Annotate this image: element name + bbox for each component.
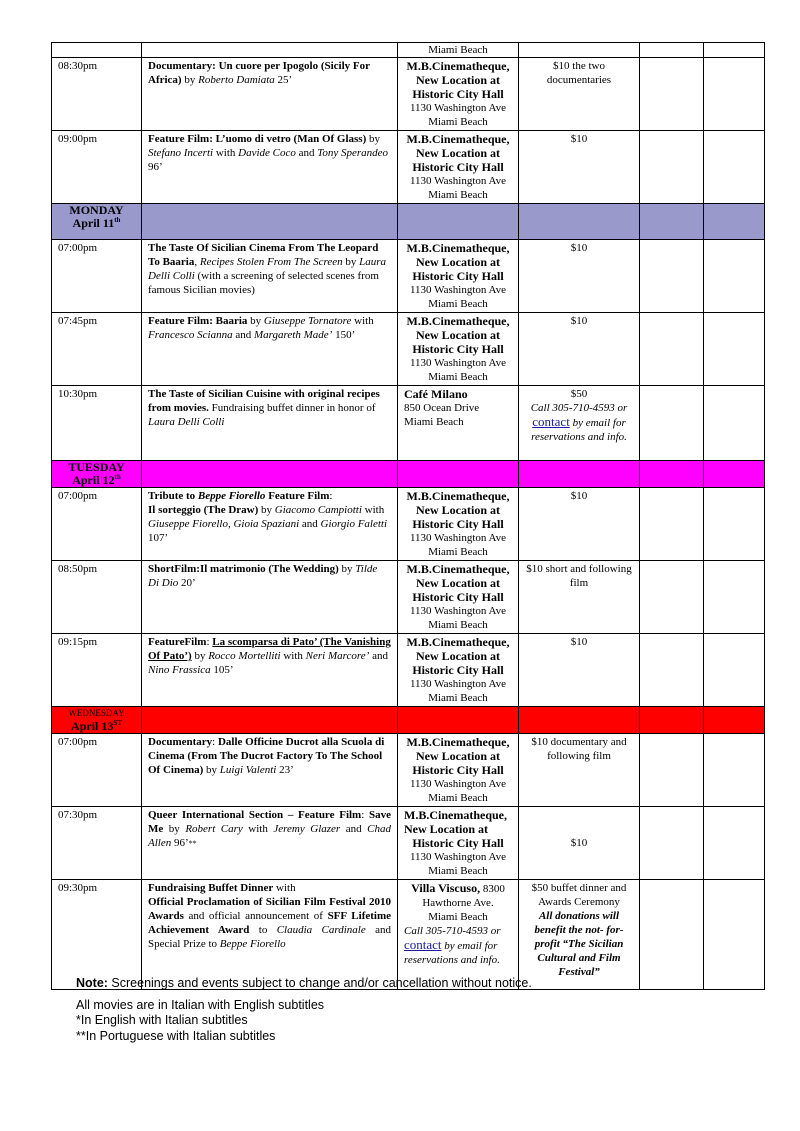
- event-title: Feature Film: Baaria: [148, 315, 248, 327]
- event-cast: Giorgio Faletti: [320, 518, 388, 530]
- empty-cell: [640, 734, 704, 807]
- venue-city: Miami Beach: [404, 416, 464, 428]
- event-title: Tribute to: [148, 490, 198, 502]
- event-text: by: [247, 315, 264, 327]
- venue-address: 8300 Hawthorne Ave.: [422, 883, 505, 909]
- event-director: Tilde Di Dio: [148, 563, 378, 589]
- event-title: Dalle Officine Ducrot alla Scuola di Cinema (From The Ducrot Factory To The School Of Cinema): [148, 736, 385, 776]
- event-text: :: [329, 490, 333, 502]
- event-text: by: [366, 133, 380, 145]
- empty-cell: [640, 807, 704, 880]
- event-honoree: Claudia Cardinale: [276, 924, 366, 936]
- notes-section: [76, 976, 766, 1044]
- venue-address: 850 Ocean Drive: [404, 402, 480, 414]
- venue-city: Miami Beach: [428, 189, 488, 201]
- venue-line: [404, 881, 512, 910]
- time-cell: [52, 43, 142, 58]
- empty-cell: [704, 707, 765, 734]
- venue-address: 1130 Washington Ave: [409, 851, 507, 863]
- event-cast: Francesco Scianna: [148, 329, 233, 341]
- subtitle-marker: **: [188, 839, 197, 848]
- empty-cell: [640, 488, 704, 561]
- empty-cell: [704, 488, 765, 561]
- event-text: by: [342, 256, 360, 268]
- venue-name: New Location at: [416, 576, 500, 590]
- venue-address: 1130 Washington Ave: [409, 102, 507, 114]
- event-director: Rocco Mortelliti: [208, 650, 281, 662]
- event-duration: 25’: [274, 74, 293, 86]
- disclaimer: [76, 976, 766, 992]
- table-row: [52, 488, 765, 561]
- day-date-text: April 11: [72, 216, 115, 230]
- empty-cell: [142, 707, 398, 734]
- event-text: with: [273, 882, 296, 894]
- time-cell: 07:00pm: [52, 240, 142, 313]
- event-text: with: [351, 315, 374, 327]
- venue-name: New Location at: [416, 255, 500, 269]
- table-row: [52, 880, 765, 990]
- event-cast: Margareth Made’: [254, 329, 333, 341]
- price-cell: $10 the two documentaries: [519, 58, 640, 131]
- event-text: and: [369, 650, 388, 662]
- empty-cell: [704, 386, 765, 461]
- empty-cell: [640, 131, 704, 204]
- day-date-suffix: th: [114, 473, 121, 481]
- event-cast: Davide Coco: [238, 147, 296, 159]
- venue-name: New Location at: [416, 503, 500, 517]
- venue-name: M.B.Cinematheque,: [406, 132, 510, 146]
- event-award: SFF Lifetime Achievement Award: [148, 910, 392, 936]
- venue-name: Historic City Hall: [412, 269, 504, 283]
- event-title: The Taste Of Sicilian Cinema From The Leopard To Baaria: [148, 242, 379, 268]
- empty-cell: [640, 461, 704, 488]
- table-row: [52, 734, 765, 807]
- venue-name: Historic City Hall: [412, 836, 504, 850]
- reservation-phone: Call 305-710-4593 or: [530, 402, 628, 414]
- price-cell: $10: [519, 488, 640, 561]
- venue-name: M.B.Cinematheque,: [406, 489, 510, 503]
- event-title: Fundraising Buffet Dinner: [148, 882, 274, 894]
- empty-cell: [519, 204, 640, 240]
- event-director: Giacomo Campiotti: [274, 504, 362, 516]
- empty-cell: [704, 43, 765, 58]
- venue-city: Miami Beach: [428, 44, 488, 56]
- event-duration: 96’: [171, 837, 189, 849]
- venue-name: Historic City Hall: [412, 590, 504, 604]
- reservation-text: by email for reservations and info.: [404, 940, 500, 966]
- empty-cell: [640, 634, 704, 707]
- day-header-wednesday: [52, 707, 765, 734]
- empty-cell: [704, 240, 765, 313]
- event-cell: [142, 43, 398, 58]
- venue-cell: [398, 58, 519, 131]
- price-cell: $10: [519, 131, 640, 204]
- venue-city: Miami Beach: [428, 371, 488, 383]
- venue-address: 1130 Washington Ave: [409, 605, 507, 617]
- event-cell: [142, 634, 398, 707]
- empty-cell: [519, 707, 640, 734]
- event-duration: 20’: [178, 577, 196, 589]
- table-row: [52, 807, 765, 880]
- empty-cell: [142, 204, 398, 240]
- contact-link[interactable]: contact: [404, 937, 442, 952]
- subtitle-note: *In English with Italian subtitles: [76, 1013, 248, 1027]
- price-value: $50 buffet dinner and Awards Ceremony: [531, 882, 627, 908]
- event-cast: Chad Allen: [148, 823, 391, 849]
- venue-cell: [398, 131, 519, 204]
- venue-name: Historic City Hall: [412, 517, 504, 531]
- day-name: MONDAY: [69, 203, 124, 217]
- event-title: Feature Film: L’uomo di vetro (Man Of Glass): [148, 133, 367, 145]
- venue-cell: [398, 634, 519, 707]
- event-duration: 96’: [148, 161, 163, 173]
- empty-cell: [704, 880, 765, 990]
- venue-cell: [398, 734, 519, 807]
- event-title: Official Proclamation of Sicilian Film Festival 2010 Awards: [148, 896, 391, 922]
- empty-cell: [640, 204, 704, 240]
- event-text: to: [249, 924, 277, 936]
- empty-cell: [640, 58, 704, 131]
- venue-name: New Location at: [416, 328, 500, 342]
- venue-name: Historic City Hall: [412, 663, 504, 677]
- event-title: Save Me: [148, 809, 391, 835]
- price-value: $10: [570, 837, 588, 849]
- event-cell: [142, 880, 398, 990]
- venue-address: 1130 Washington Ave: [409, 284, 507, 296]
- price-cell: [519, 43, 640, 58]
- event-text: and official announcement of: [183, 910, 328, 922]
- venue-city: Miami Beach: [428, 116, 488, 128]
- venue-name: Historic City Hall: [412, 342, 504, 356]
- event-text: and: [232, 329, 255, 341]
- venue-city: Miami Beach: [428, 619, 488, 631]
- event-title: Il sorteggio (The Draw): [148, 504, 259, 516]
- venue-name: M.B.Cinematheque,: [406, 735, 510, 749]
- venue-city: Miami Beach: [428, 546, 488, 558]
- time-cell: 09:30pm: [52, 880, 142, 990]
- empty-cell: [704, 204, 765, 240]
- empty-cell: [704, 807, 765, 880]
- event-text: (with a screening of selected scenes from famous Sicilian movies): [148, 270, 379, 296]
- event-text: :: [212, 736, 218, 748]
- event-title: : Un cuore per Ipogolo (Sicily For Africa): [148, 60, 370, 86]
- event-author: Laura Delli Colli: [148, 256, 387, 282]
- event-text: with: [280, 650, 306, 662]
- event-cell: [142, 58, 398, 131]
- time-cell: 09:00pm: [52, 131, 142, 204]
- event-cell: [142, 131, 398, 204]
- venue-name: New Location at: [416, 649, 500, 663]
- schedule-table: [51, 42, 765, 990]
- time-cell: 07:00pm: [52, 734, 142, 807]
- venue-name: Historic City Hall: [412, 160, 504, 174]
- day-label: [52, 707, 142, 734]
- table-row: [52, 634, 765, 707]
- venue-city: Miami Beach: [428, 865, 488, 877]
- event-duration: 150’: [332, 329, 356, 341]
- event-text: and: [299, 518, 321, 530]
- event-text: Fundraising buffet dinner in honor of: [208, 402, 376, 414]
- event-text: :: [206, 636, 213, 648]
- day-date-text: April 12: [72, 473, 115, 487]
- day-date: [52, 474, 141, 487]
- event-type: Documentary: [148, 736, 213, 748]
- price-cell: [519, 807, 640, 880]
- event-section: Queer International Section – Feature Film: [148, 809, 362, 821]
- event-director: Roberto Damiata: [198, 74, 275, 86]
- empty-cell: [704, 461, 765, 488]
- event-cell: [142, 561, 398, 634]
- event-text: by: [203, 764, 220, 776]
- venue-name: Historic City Hall: [412, 763, 504, 777]
- day-date: [52, 217, 141, 230]
- event-cell: [142, 488, 398, 561]
- price-cell: $10: [519, 634, 640, 707]
- empty-cell: [640, 313, 704, 386]
- day-label: [52, 461, 142, 488]
- empty-cell: [142, 461, 398, 488]
- venue-name: Historic City Hall: [412, 87, 504, 101]
- empty-cell: [640, 880, 704, 990]
- event-cast: Giuseppe Fiorello, Gioia Spaziani: [148, 518, 300, 530]
- event-text: by: [181, 74, 199, 86]
- empty-cell: [640, 43, 704, 58]
- price-cell: $10 short and following film: [519, 561, 640, 634]
- day-header-monday: [52, 204, 765, 240]
- day-name: WEDNESDAY: [68, 708, 125, 718]
- price-cell: $10 documentary and following film: [519, 734, 640, 807]
- venue-name: M.B.Cinematheque,: [406, 59, 510, 73]
- day-date-suffix: ST: [113, 719, 122, 727]
- event-duration: 23’: [276, 764, 294, 776]
- venue-cell: [398, 488, 519, 561]
- event-text: by: [338, 563, 356, 575]
- event-text: with: [361, 504, 385, 516]
- venue-cell: [398, 807, 519, 880]
- day-header-tuesday: [52, 461, 765, 488]
- day-date-suffix: th: [114, 216, 121, 224]
- event-duration: 105’: [210, 664, 234, 676]
- venue-cell: [398, 880, 519, 990]
- venue-address: 1130 Washington Ave: [409, 532, 507, 544]
- empty-cell: [398, 707, 519, 734]
- subtitle-note: **In Portuguese with Italian subtitles: [76, 1028, 276, 1043]
- empty-cell: [398, 461, 519, 488]
- event-title: La scomparsa di Pato’ (The Vanishing Of Pato’): [148, 636, 391, 662]
- event-text: by: [191, 650, 209, 662]
- empty-cell: [519, 461, 640, 488]
- venue-cell: [398, 561, 519, 634]
- event-cell: [142, 386, 398, 461]
- event-text: and Special Prize to: [148, 924, 391, 950]
- venue-cell: [398, 43, 519, 58]
- event-title: ShortFilm:Il matrimonio (The Wedding): [148, 563, 339, 575]
- event-honoree: Beppe Fiorello: [197, 490, 266, 502]
- venue-city: Miami Beach: [428, 692, 488, 704]
- venue-address: 1130 Washington Ave: [409, 175, 507, 187]
- venue-address: 1130 Washington Ave: [409, 678, 507, 690]
- event-text: with: [213, 147, 239, 159]
- day-date: [52, 720, 141, 733]
- time-cell: 10:30pm: [52, 386, 142, 461]
- event-text: and: [295, 147, 318, 159]
- empty-cell: [704, 131, 765, 204]
- table-row: [52, 240, 765, 313]
- event-cell: [142, 240, 398, 313]
- table-row: [52, 43, 765, 58]
- empty-cell: [640, 707, 704, 734]
- table-row: [52, 58, 765, 131]
- reservation-text: by email for reservations and info.: [531, 417, 627, 443]
- day-label: [52, 204, 142, 240]
- venue-city: Miami Beach: [428, 792, 488, 804]
- table-row: [52, 131, 765, 204]
- venue-city: Miami Beach: [428, 298, 488, 310]
- venue-name: M.B.Cinematheque,: [406, 562, 510, 576]
- time-cell: 08:30pm: [52, 58, 142, 131]
- event-cast: Neri Marcore’: [305, 650, 370, 662]
- time-cell: 07:00pm: [52, 488, 142, 561]
- event-subtitle: Recipes Stolen From The Screen: [199, 256, 343, 268]
- event-honoree: Laura Delli Colli: [148, 416, 225, 428]
- event-cast: Nino Frassica: [148, 664, 211, 676]
- price-value: $50: [570, 388, 588, 400]
- venue-name: M.B.Cinematheque,: [406, 314, 510, 328]
- event-text: :: [361, 809, 369, 821]
- event-text: ,: [194, 256, 200, 268]
- price-cell: $10: [519, 240, 640, 313]
- venue-name: M.B.Cinematheque,: [406, 241, 510, 255]
- venue-name: M.B.Cinematheque,: [406, 635, 510, 649]
- time-cell: 07:45pm: [52, 313, 142, 386]
- contact-link[interactable]: contact: [532, 414, 570, 429]
- event-director: Giuseppe Tornatore: [263, 315, 352, 327]
- event-cast: Jeremy Glazer: [273, 823, 341, 835]
- venue-address: 1130 Washington Ave: [409, 778, 507, 790]
- note-text: Screenings and events subject to change and/or cancellation without notice.: [107, 976, 532, 990]
- price-cell: [519, 880, 640, 990]
- empty-cell: [704, 634, 765, 707]
- day-name: TUESDAY: [68, 460, 125, 474]
- table-row: [52, 386, 765, 461]
- event-director: Stefano Incerti: [148, 147, 214, 159]
- event-cast: Tony Sperandeo: [317, 147, 389, 159]
- event-cell: [142, 734, 398, 807]
- event-director: Luigi Valenti: [219, 764, 277, 776]
- table-row: [52, 561, 765, 634]
- event-text: and: [340, 823, 368, 835]
- event-text: by: [163, 823, 186, 835]
- venue-name: M.B.Cinematheque,: [404, 808, 507, 822]
- venue-name: New Location at: [416, 749, 500, 763]
- venue-cell: [398, 240, 519, 313]
- price-cell: $10: [519, 313, 640, 386]
- event-duration: 107’: [148, 532, 169, 544]
- empty-cell: [640, 240, 704, 313]
- venue-name: New Location at: [404, 822, 488, 836]
- venue-name: Villa Viscuso,: [411, 881, 481, 895]
- time-cell: 09:15pm: [52, 634, 142, 707]
- venue-address: 1130 Washington Ave: [409, 357, 507, 369]
- time-cell: 08:50pm: [52, 561, 142, 634]
- time-cell: 07:30pm: [52, 807, 142, 880]
- empty-cell: [704, 734, 765, 807]
- event-text: by: [258, 504, 275, 516]
- event-title: The Taste of Sicilian Cuisine with original recipes from movies.: [148, 388, 380, 414]
- reservation-phone: Call 305-710-4593 or: [404, 925, 501, 937]
- table-row: [52, 313, 765, 386]
- day-date-text: April 13: [71, 719, 114, 733]
- event-cell: [142, 807, 398, 880]
- venue-name: Café Milano: [404, 387, 468, 401]
- venue-city: Miami Beach: [428, 911, 488, 923]
- empty-cell: [704, 313, 765, 386]
- event-type: FeatureFilm: [148, 636, 207, 648]
- subtitle-note: All movies are in Italian with English subtitles: [76, 997, 325, 1012]
- event-text: with: [242, 823, 274, 835]
- price-cell: [519, 386, 640, 461]
- event-type: Documentary: [148, 60, 213, 72]
- empty-cell: [704, 561, 765, 634]
- venue-name: New Location at: [416, 73, 500, 87]
- empty-cell: [640, 561, 704, 634]
- event-director: Robert Cary: [185, 823, 243, 835]
- note-label: Note:: [76, 976, 108, 990]
- venue-cell: [398, 386, 519, 461]
- event-type: Feature Film: [265, 490, 330, 502]
- empty-cell: [640, 386, 704, 461]
- empty-cell: [704, 58, 765, 131]
- empty-cell: [398, 204, 519, 240]
- venue-cell: [398, 313, 519, 386]
- donation-note: All donations will benefit the not- for-profit “The Sicilian Cultural and Film Festival”: [534, 910, 624, 978]
- venue-name: New Location at: [416, 146, 500, 160]
- event-cell: [142, 313, 398, 386]
- event-honoree: Beppe Fiorello: [219, 938, 286, 950]
